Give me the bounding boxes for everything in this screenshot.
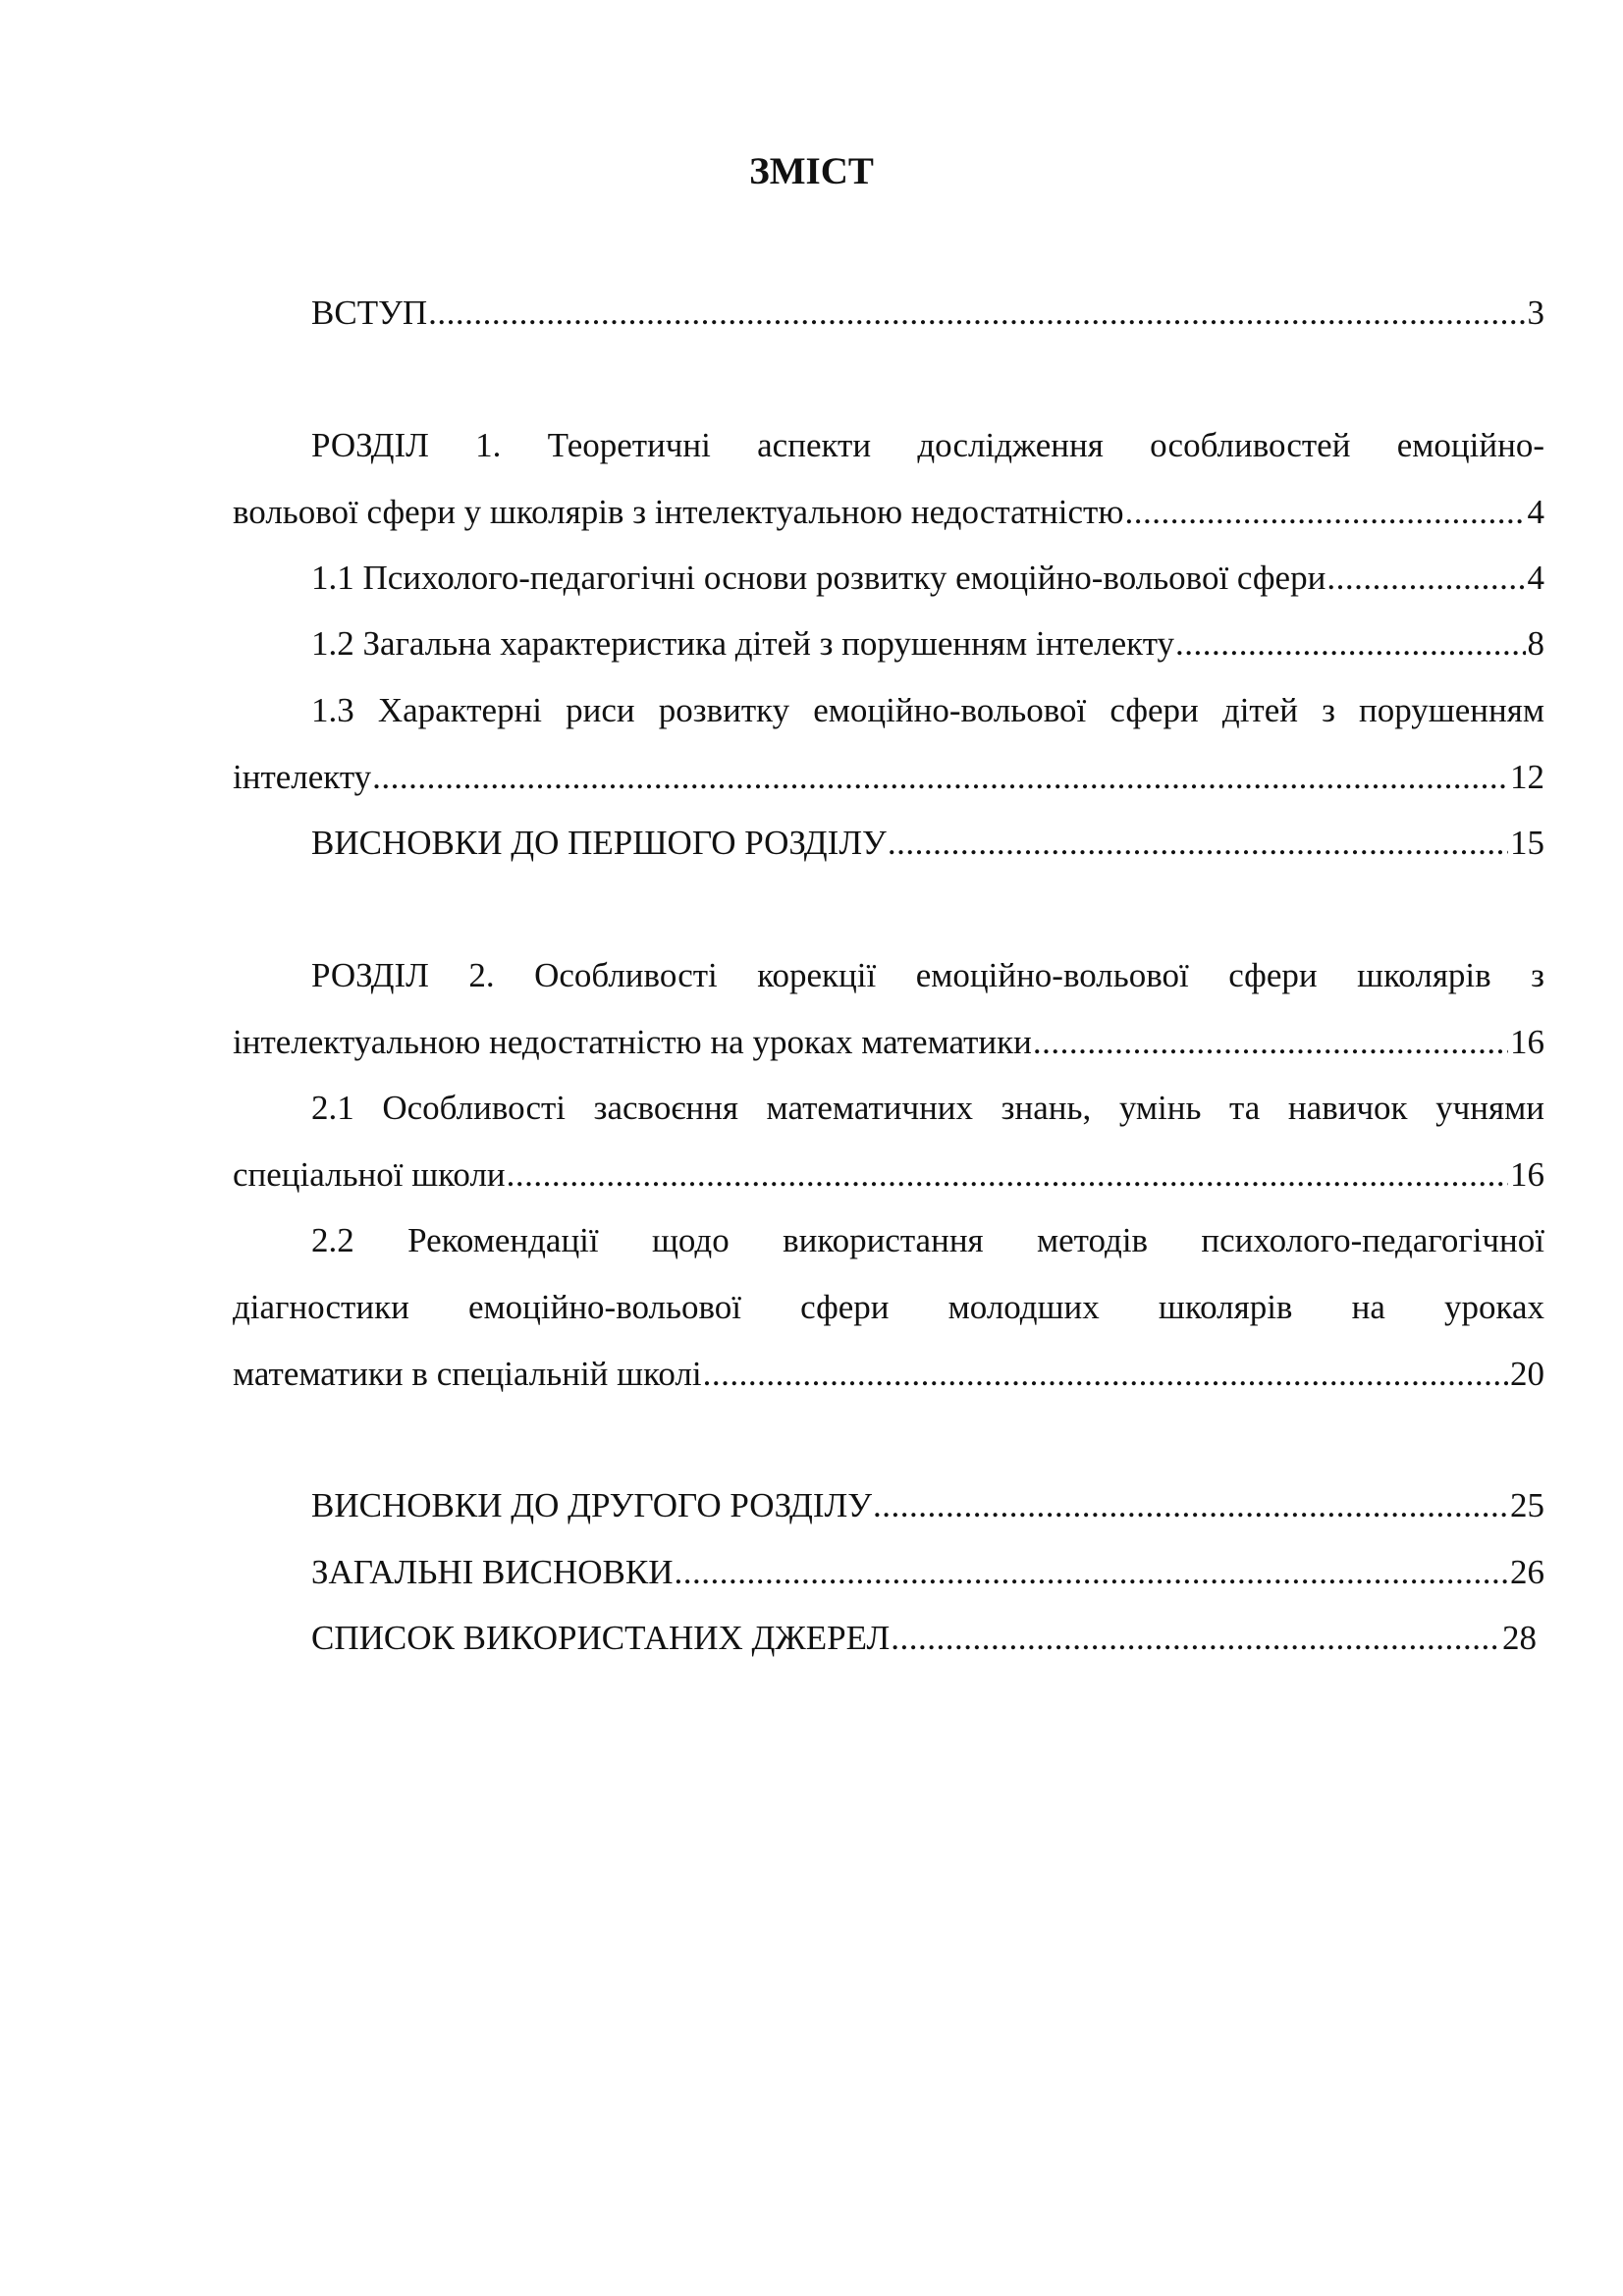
toc-page-number: 16: [1510, 1023, 1544, 1061]
toc-entry-text: діагностики емоційно-вольової сфери молодших школярів на уроках: [233, 1288, 1544, 1326]
toc-page-number: 8: [1527, 624, 1544, 663]
toc-page-number: 4: [1527, 493, 1544, 531]
dot-leader: [1326, 545, 1525, 612]
toc-entry-text: інтелектуальною недостатністю на уроках математики: [233, 1023, 1032, 1061]
toc-entry-text: 2.2 Рекомендації щодо використання методів психолого-педагогічної: [311, 1221, 1544, 1259]
toc-entry-text: ВИСНОВКИ ДО ДРУГОГО РОЗДІЛУ: [311, 1486, 873, 1524]
toc-page-number: 15: [1510, 824, 1544, 862]
toc-page-number: 4: [1527, 559, 1544, 597]
toc-page-number: 3: [1527, 294, 1544, 332]
dot-leader: [873, 1472, 1508, 1539]
dot-leader: [1033, 1009, 1508, 1076]
toc-entry-section-2-2[interactable]: [233, 1207, 1544, 1408]
dot-leader: [888, 810, 1508, 877]
toc-entry-text: РОЗДІЛ 2. Особливості корекції емоційно-вольової сфери школярів з: [311, 956, 1544, 994]
toc-entry-references[interactable]: [233, 1605, 1544, 1672]
toc-entry-text: РОЗДІЛ 1. Теоретичні аспекти дослідження особливостей емоційно-: [311, 426, 1544, 464]
toc-page-number: 16: [1510, 1155, 1544, 1194]
toc-entry-chapter-2[interactable]: [233, 942, 1544, 1076]
toc-page-number: 20: [1510, 1355, 1544, 1393]
toc-entry-chapter-1[interactable]: [233, 412, 1544, 546]
toc-entry-section-1-2[interactable]: [233, 611, 1544, 677]
toc-entry-text: спеціальної школи: [233, 1155, 506, 1194]
dot-leader: [507, 1142, 1508, 1208]
toc-page-number: 28: [1502, 1619, 1537, 1657]
toc-page-number: 26: [1510, 1553, 1544, 1591]
toc-entry-text: СПИСОК ВИКОРИСТАНИХ ДЖЕРЕЛ: [311, 1619, 891, 1657]
toc-page-number: 25: [1510, 1486, 1544, 1524]
dot-leader: [891, 1605, 1500, 1672]
dot-leader: [675, 1539, 1508, 1606]
toc-entry-text: вольової сфери у школярів з інтелектуальною недостатністю: [233, 493, 1124, 531]
toc-entry-section-1-3[interactable]: [233, 677, 1544, 811]
toc-entry-general-conclusions[interactable]: [233, 1539, 1544, 1606]
toc-entry-conclusions-1[interactable]: [233, 810, 1544, 877]
toc-entry-text: 1.3 Характерні риси розвитку емоційно-вольової сфери дітей з порушенням: [311, 691, 1544, 729]
toc-entry-section-1-1[interactable]: [233, 545, 1544, 612]
toc-entry-text: ВСТУП: [311, 294, 428, 332]
toc-entry-conclusions-2[interactable]: [233, 1472, 1544, 1539]
toc-entry-section-2-1[interactable]: [233, 1075, 1544, 1208]
toc-entry-text: ЗАГАЛЬНІ ВИСНОВКИ: [311, 1553, 674, 1591]
toc-entry-intro[interactable]: [233, 280, 1544, 347]
dot-leader: [703, 1341, 1508, 1408]
dot-leader: [372, 744, 1508, 811]
toc-entry-text: ВИСНОВКИ ДО ПЕРШОГО РОЗДІЛУ: [311, 824, 887, 862]
dot-leader: [1124, 479, 1525, 546]
dot-leader: [1175, 611, 1525, 677]
toc-entry-text: інтелекту: [233, 758, 372, 796]
toc-entry-text: 1.2 Загальна характеристика дітей з порушенням інтелекту: [311, 624, 1175, 663]
toc-entry-text: 2.1 Особливості засвоєння математичних знань, умінь та навичок учнями: [311, 1089, 1544, 1127]
toc-entry-text: 1.1 Психолого-педагогічні основи розвитку емоційно-вольової сфери: [311, 559, 1326, 597]
toc-title: ЗМІСТ: [749, 150, 874, 192]
dot-leader: [428, 280, 1525, 347]
toc-entry-text: математики в спеціальній школі: [233, 1355, 702, 1393]
toc-page-number: 12: [1510, 758, 1544, 796]
